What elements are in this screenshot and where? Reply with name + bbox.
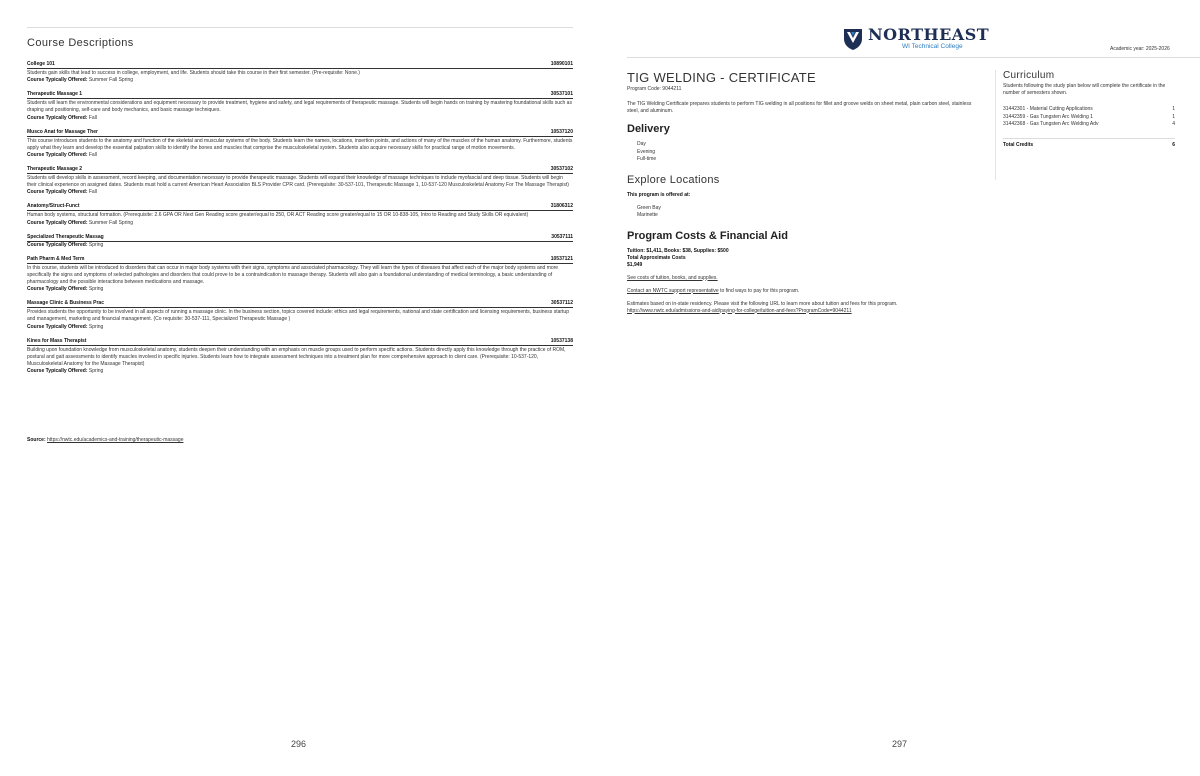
academic-year: Academic year: 2025-2026	[1110, 46, 1170, 52]
course-description: Students will develop skills in assessment, record keeping, and documentation necessary to provide therapeutic massage. Students will expand their knowledge of massage techniques to include myofascial and deep tissue. Students will begin their clinical experience on assigned dates. Students must hold a current American Heart Association BLS Provider CPR card. (Prerequisite: 30-537-101, Therapeutic Massage 1, 10-537-120 Musculoskeletal Anatomy For The Massage Therapist)	[27, 175, 569, 189]
locations-list	[627, 205, 977, 220]
course-entry	[27, 91, 573, 121]
course-offered: Course Typically Offered: Summer Fall Spring	[27, 77, 134, 84]
course-entry	[27, 203, 573, 226]
course-name: Therapeutic Massage 1	[27, 91, 83, 98]
source-link[interactable]: https://nwtc.edu/academics-and-training/therapeutic-massage	[47, 437, 184, 443]
course-offered: Course Typically Offered: Fall	[27, 114, 97, 121]
shield-logo-icon	[843, 27, 863, 51]
locations-intro: This program is offered at:	[627, 191, 691, 198]
course-number: 30537112	[551, 300, 573, 307]
course-offered: Course Typically Offered: Spring	[27, 241, 104, 248]
course-description: Students gain skills that lead to success in college, employment, and life. Students should take this course in their first semester. (Pre-requisite: None.)	[27, 70, 360, 76]
curriculum-row: 31442359 - Gas Tungsten Arc Welding 1 1	[1003, 113, 1175, 120]
delivery-item: Full-time	[637, 156, 657, 162]
column-divider	[995, 70, 996, 180]
course-description: This course introduces students to the anatomy and function of the skeletal and muscular systems of the body. Students learn the names, locations, insertion points, and actions of many of the muscles of the human anatomy. Furthermore, students apply what they learn and develop the essential palpation skills to identify the bones and muscles that comprise the musculoskeletal system. Students also acquire necessary skills for practical range of motion movements.	[27, 137, 573, 151]
course-number: 30537101	[550, 91, 573, 98]
curriculum-table	[1003, 106, 1200, 129]
location-item: Marinette	[637, 212, 658, 218]
course-description: Human body systems, structural formation. (Prerequisite: 2.6 GPA OR Next Gen Reading score greater/equal to 250, OR ACT Reading score greater/equal to 15 OR 10-838-105, Intro to Reading and Study Skills OR equivalent)	[27, 212, 529, 219]
costs-heading: Program Costs & Financial Aid	[627, 229, 788, 242]
top-divider	[27, 27, 573, 28]
total-cost-label: Total Approximate Costs	[627, 254, 686, 261]
location-item: Green Bay	[637, 204, 661, 211]
curriculum-row: 31442368 - Gas Tungsten Arc Welding Adv 4	[1003, 121, 1175, 127]
costs-link[interactable]: See costs of tuition, books, and supplies.	[627, 274, 718, 281]
header-divider	[627, 57, 1200, 58]
locations-heading: Explore Locations	[627, 173, 720, 186]
course-offered: Course Typically Offered: Spring	[27, 323, 104, 330]
course-number: 30537111	[551, 233, 573, 240]
course-name: Anatomy/Struct-Funct	[27, 203, 80, 210]
course-entry	[27, 61, 573, 84]
delivery-item: Evening	[637, 148, 656, 155]
course-entry	[27, 338, 573, 376]
program-main-column	[627, 70, 977, 315]
tuition-url-link[interactable]: https://www.nwtc.edu/admissions-and-aid/paying-for-college/tuition-and-fees?ProgramCode=9044211	[627, 307, 852, 314]
course-description: Building upon foundation knowledge from musculoskeletal anatomy, students deepen their understanding with an emphasis on muscle groups used to perform specific actions. Students directly apply this knowledge through the practice of ROM, postural and gait assessments to identify muscles involved in specific injuries. Students learn how to integrate assessment techniques into a treatment plan for more comprehensive approach to client care. (Prerequisite: 10-537-120, Musculoskeletal Anatomy for the Massage Therapist)	[27, 346, 566, 368]
course-number: 10537120	[550, 128, 573, 135]
course-description: In this course, students will be introduced to disorders that can occur in major body systems with their signs, symptoms and associated pharmacology. They will learn the types of diseases that affect each of the major body systems and more specifically the signs and symptoms of selected pathologies and disorders that could prove to be a contraindication to massage therapy. Students will also gain a foundational understanding of medical terminology, a basic understanding of pharmacology and the possible interactions between medications and massage.	[27, 264, 559, 286]
right-page	[600, 0, 1200, 776]
course-description: Provides students the opportunity to be involved in all aspects of running a massage clinic. In the business section, topics covered include: ethics and legal requirements, national and state certification and licensing requirements, business startup and management, marketing and financial management. (Co requisite: 30-537-111, Specialized Therapeutic Massage )	[27, 309, 569, 323]
program-code: Program Code: 9044211	[627, 86, 682, 92]
course-entry	[27, 234, 573, 249]
logo-name: NORTHEAST	[868, 25, 990, 45]
course-number: 30537102	[550, 166, 573, 173]
page-number-right: 297	[892, 739, 908, 749]
total-cost-value: $1,949	[627, 261, 643, 268]
logo-subtitle: WI Technical College	[902, 43, 963, 51]
course-name: Kines for Mass Therapist	[27, 337, 87, 344]
course-number: 10537121	[550, 255, 573, 262]
section-title: Course Descriptions	[27, 37, 134, 49]
total-credits-row: Total Credits 6	[1003, 138, 1175, 148]
delivery-list	[627, 141, 977, 164]
course-list	[27, 61, 573, 382]
course-name: Musco Anat for Massage Ther	[27, 128, 98, 135]
delivery-heading: Delivery	[627, 123, 670, 135]
course-offered: Course Typically Offered: Fall	[27, 189, 97, 196]
page-number-left: 296	[291, 739, 307, 749]
course-description: Students will learn the environmental considerations and equipment necessary to provide treatment, hygiene and safety, and legal requirements of therapeutic massage. Students will begin hands on training by mastering foundational skills such as draping and positioning, self-care and body mechanics, and basic massage techniques.	[27, 100, 572, 114]
course-name: Therapeutic Massage 2	[27, 166, 83, 173]
course-offered: Course Typically Offered: Summer Fall Spring	[27, 219, 134, 226]
course-offered: Course Typically Offered: Spring	[27, 368, 104, 375]
course-name: Massage Clinic & Business Prac	[27, 300, 104, 307]
course-number: 31806312	[550, 203, 573, 210]
course-name: College 101	[27, 61, 55, 67]
college-logo	[843, 27, 989, 51]
curriculum-column	[1003, 70, 1200, 148]
course-number: 10890101	[550, 61, 573, 67]
course-entry	[27, 129, 573, 159]
source-line	[27, 437, 183, 443]
source-label: Source:	[27, 437, 46, 443]
course-entry	[27, 166, 573, 196]
course-entry	[27, 256, 573, 294]
curriculum-intro: Students following the study plan below will complete the certificate in the number of semesters shown.	[1003, 83, 1166, 96]
costs-breakdown: Tuition: $1,411, Books: $38, Supplies: $500	[627, 247, 729, 254]
estimates-text: Estimates based on in-state residency. Please visit the following URL to learn more about tuition and fees for this program.	[627, 300, 898, 307]
curriculum-row: 31442301 - Material Cutting Applications 1	[1003, 106, 1175, 112]
contact-link[interactable]: Contact an NWTC support representative	[627, 287, 719, 294]
course-entry	[27, 300, 573, 330]
program-description: The TIG Welding Certificate prepares students to perform TIG welding in all positions for fillet and groove welds on sheet metal, plain carbon steel, stainless steel, and aluminum.	[627, 101, 972, 114]
delivery-item: Day	[637, 141, 646, 147]
program-title: TIG WELDING - CERTIFICATE	[627, 70, 817, 85]
course-name: Specialized Therapeutic Massag	[27, 233, 104, 240]
course-offered: Course Typically Offered: Spring	[27, 286, 104, 293]
course-number: 10537138	[550, 337, 573, 344]
curriculum-heading: Curriculum	[1003, 70, 1055, 81]
course-offered: Course Typically Offered: Fall	[27, 152, 97, 159]
contact-line: Contact an NWTC support representative to find ways to pay for this program.	[627, 287, 800, 294]
course-name: Path Pharm & Med Term	[27, 255, 85, 262]
